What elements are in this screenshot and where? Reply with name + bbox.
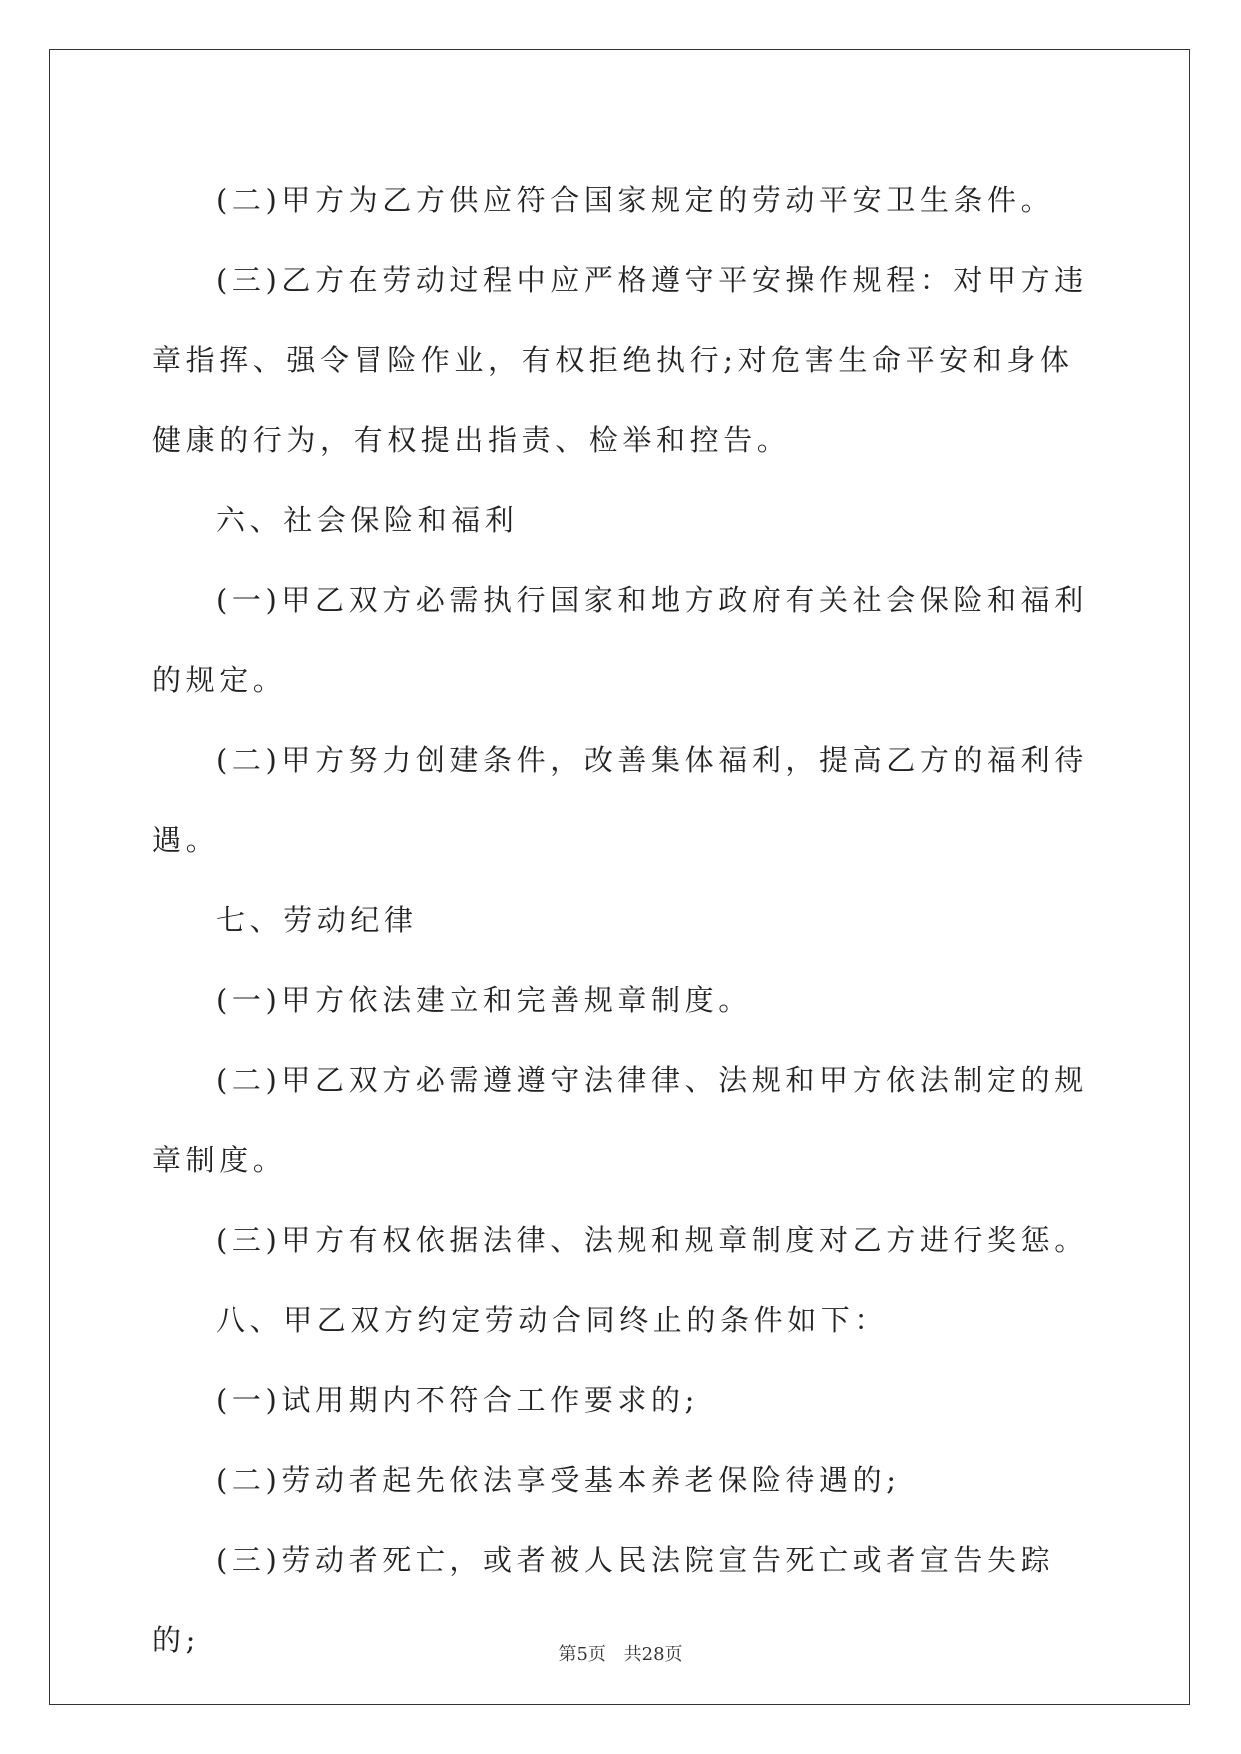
section-heading: 七、劳动纪律 xyxy=(216,903,418,937)
paragraph: (一)甲方依法建立和完善规章制度。 xyxy=(216,983,752,1017)
paragraph: (二)甲方为乙方供应符合国家规定的劳动平安卫生条件。 xyxy=(216,183,1055,217)
section-heading: 六、社会保险和福利 xyxy=(216,503,519,537)
paragraph: (二)劳动者起先依法享受基本养老保险待遇的; xyxy=(216,1463,901,1497)
page-number-total: 共28页 xyxy=(623,1644,683,1665)
paragraph: (二)甲乙双方必需遵遵守法律律、法规和甲方依法制定的规章制度。 xyxy=(152,1063,1088,1177)
paragraph: (三)甲方有权依据法律、法规和规章制度对乙方进行奖惩。 xyxy=(216,1223,1088,1257)
page-number-current: 第5页 xyxy=(558,1644,606,1665)
paragraph: (三)劳动者死亡，或者被人民法院宣告死亡或者宣告失踪的; xyxy=(152,1543,1055,1657)
page-footer xyxy=(0,1640,1241,1666)
paragraph: (一)甲乙双方必需执行国家和地方政府有关社会保险和福利的规定。 xyxy=(152,583,1088,697)
paragraph: (三)乙方在劳动过程中应严格遵守平安操作规程：对甲方违章指挥、强令冒险作业，有权拒绝执行;对危害生命平安和身体健康的行为，有权提出指责、检举和控告。 xyxy=(152,263,1088,457)
document-body xyxy=(152,160,1092,1680)
paragraph: (二)甲方努力创建条件，改善集体福利，提高乙方的福利待遇。 xyxy=(152,743,1088,857)
section-heading: 八、甲乙双方约定劳动合同终止的条件如下： xyxy=(216,1303,889,1337)
paragraph: (一)试用期内不符合工作要求的; xyxy=(216,1383,699,1417)
